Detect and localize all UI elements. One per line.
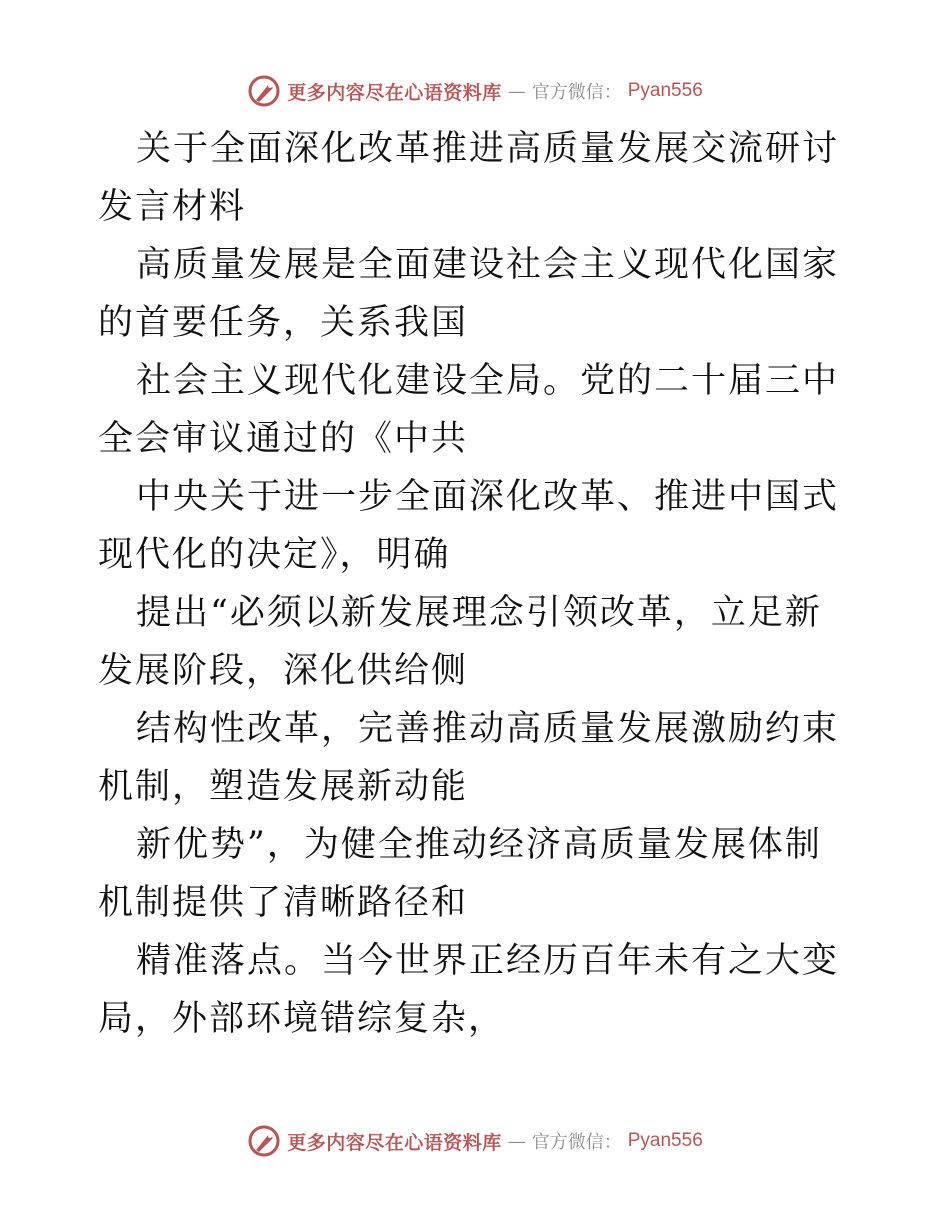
banner-title: 更多内容尽在心语资料库 — [287, 1131, 502, 1154]
pen-nib-logo-icon — [247, 74, 281, 108]
body-paragraph: 新优势”，为健全推动经济高质量发展体制机制提供了清晰路径和 — [98, 825, 822, 923]
page-footer-banner — [0, 1121, 950, 1161]
body-paragraph: 结构性改革，完善推动高质量发展激励约束机制，塑造发展新动能 — [98, 709, 840, 807]
banner-separator: — — [507, 80, 526, 102]
body-paragraph: 高质量发展是全面建设社会主义现代化国家的首要任务，关系我国 — [98, 245, 840, 343]
body-paragraph: 社会主义现代化建设全局。党的二十届三中全会审议通过的《中共 — [98, 361, 840, 459]
body-paragraph: 精准落点。当今世界正经历百年未有之大变局，外部环境错综复杂， — [98, 941, 840, 1039]
banner-contact-label: 官方微信： — [531, 1132, 622, 1153]
banner-handle: Pyan556 — [627, 80, 703, 101]
banner-title: 更多内容尽在心语资料库 — [287, 81, 502, 104]
body-paragraph: 中央关于进一步全面深化改革、推进中国式现代化的决定》，明确 — [98, 477, 840, 575]
banner-handle: Pyan556 — [627, 1130, 703, 1151]
banner-separator: — — [507, 1130, 526, 1152]
banner-contact-label: 官方微信： — [531, 82, 622, 103]
document-body — [98, 120, 858, 1048]
body-paragraph: 提出“必须以新发展理念引领改革，立足新发展阶段，深化供给侧 — [98, 593, 822, 691]
document-title-paragraph: 关于全面深化改革推进高质量发展交流研讨发言材料 — [98, 129, 840, 227]
page-header-banner — [0, 71, 950, 111]
pen-nib-logo-icon — [247, 1124, 281, 1158]
